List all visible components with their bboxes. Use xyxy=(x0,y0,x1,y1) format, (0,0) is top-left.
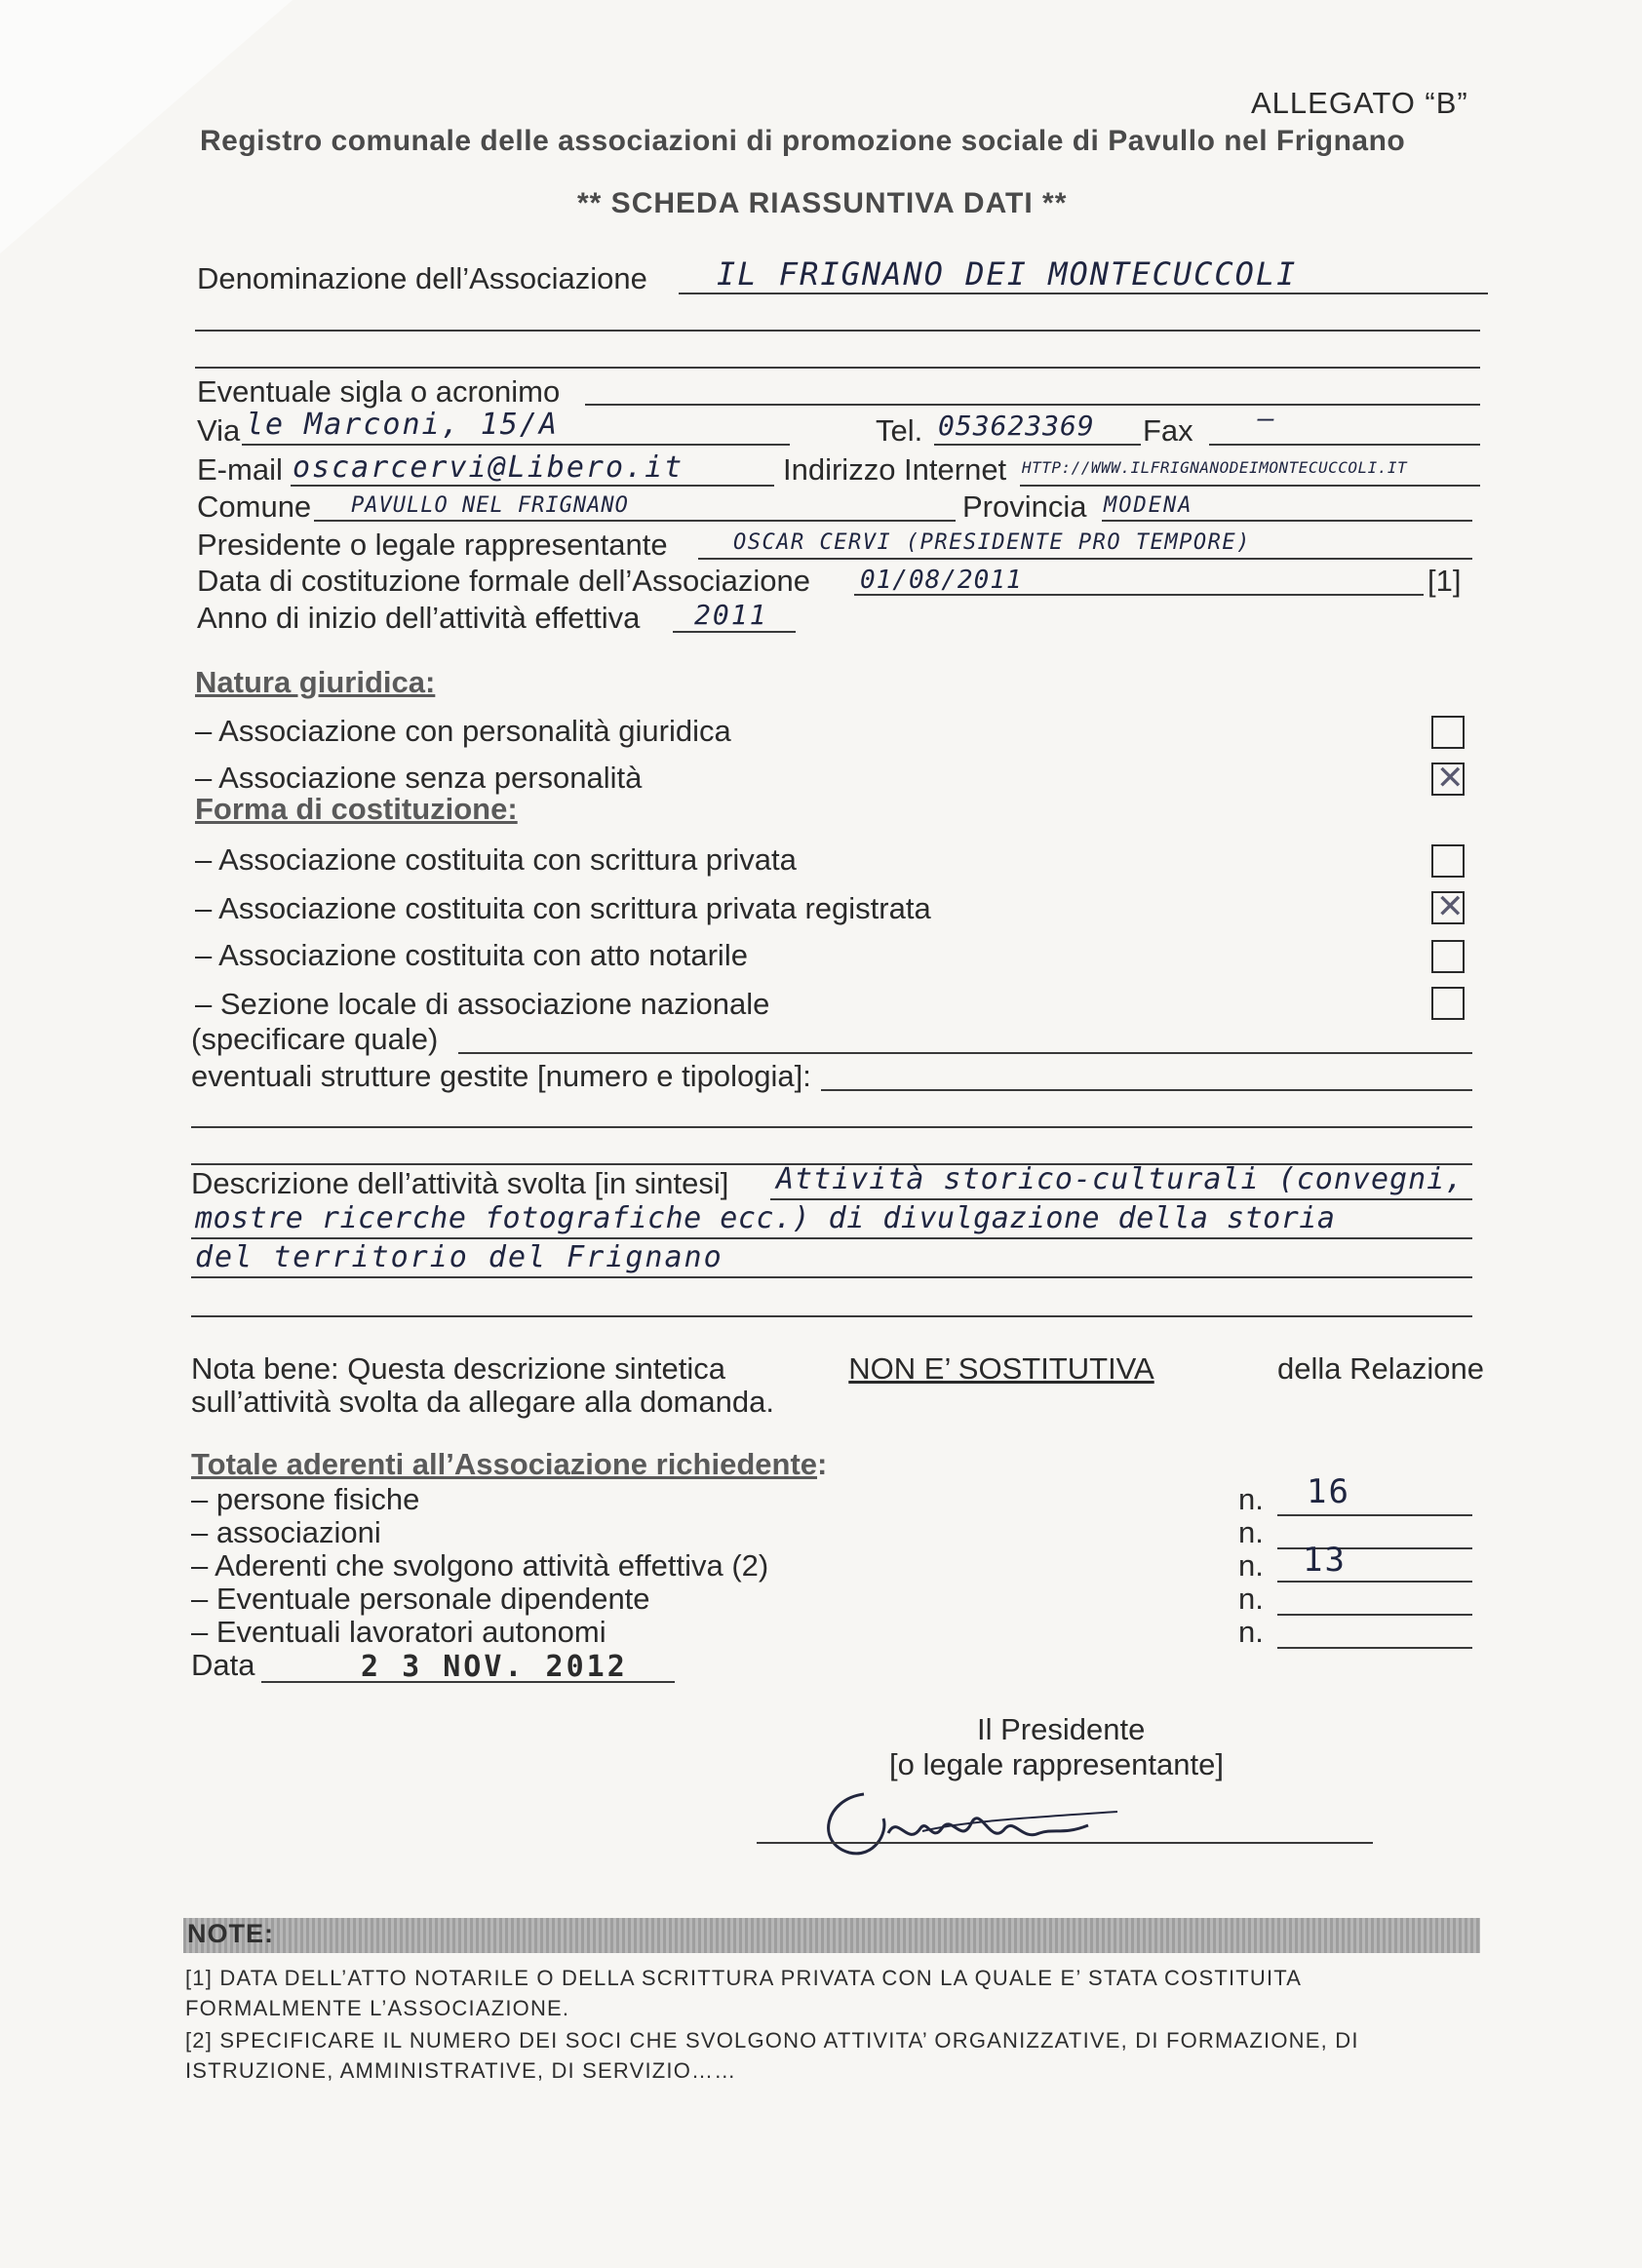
strutture-line[interactable] xyxy=(821,1089,1472,1091)
natura-item-0: – Associazione con personalità giuridica xyxy=(195,714,731,748)
nota-emph: NON E’ SOSTITUTIVA xyxy=(848,1351,1154,1386)
descrizione-rule-2 xyxy=(191,1237,1472,1239)
provincia-line xyxy=(1102,520,1472,522)
note-2b: ISTRUZIONE, AMMINISTRATIVE, DI SERVIZIO…… xyxy=(185,2058,737,2083)
check-mark-icon: ✕ xyxy=(1436,887,1465,926)
totale-row-3-n: n. xyxy=(1238,1582,1264,1616)
via-label: Via xyxy=(197,413,241,448)
data-line xyxy=(261,1681,675,1683)
denominazione-line-2 xyxy=(195,330,1480,332)
natura-title: Natura giuridica: xyxy=(195,665,436,699)
strutture-label: eventuali strutture gestite [numero e tipologia]: xyxy=(191,1059,811,1093)
forma-item-1: – Associazione costituita con scrittura privata registrata xyxy=(195,891,931,925)
descrizione-line-2[interactable]: mostre ricerche fotografiche ecc.) di divulgazione della storia xyxy=(195,1201,1336,1235)
totale-row-2-value[interactable]: 13 xyxy=(1303,1541,1347,1580)
totale-row-3-line xyxy=(1277,1614,1472,1616)
notes-header: NOTE: xyxy=(187,1919,274,1948)
presidente-value[interactable]: OSCAR CERVI (PRESIDENTE PRO TEMPORE) xyxy=(733,530,1251,555)
totale-row-0-label: – persone fisiche xyxy=(191,1482,420,1516)
totale-row-4-label: – Eventuali lavoratori autonomi xyxy=(191,1615,606,1649)
email-value[interactable]: oscarcervi@Libero.it xyxy=(293,450,684,485)
strutture-line-2[interactable] xyxy=(191,1126,1472,1128)
registro-title: Registro comunale delle associazioni di promozione sociale di Pavullo nel Frignano xyxy=(200,125,1406,157)
natura-checkbox-1[interactable] xyxy=(1431,759,1465,798)
forma-checkbox-0[interactable] xyxy=(1431,844,1465,878)
signature-icon xyxy=(805,1775,1127,1862)
internet-label: Indirizzo Internet xyxy=(783,452,1007,487)
data-label: Data xyxy=(191,1648,255,1682)
descrizione-line-3[interactable]: del territorio del Frignano xyxy=(195,1240,723,1274)
comune-label: Comune xyxy=(197,489,312,524)
anno-label: Anno di inizio dell’attività effettiva xyxy=(197,601,641,635)
forma-checkbox-2[interactable] xyxy=(1431,940,1465,973)
totale-colon: : xyxy=(817,1447,828,1481)
tel-line xyxy=(934,444,1141,446)
note-1a: [1] DATA DELL’ATTO NOTARILE O DELLA SCRITTURA PRIVATA CON LA QUALE E’ STATA COSTITUITA xyxy=(185,1966,1303,1990)
forma-checkbox-1[interactable] xyxy=(1431,887,1465,926)
signature-text: Cervi xyxy=(805,1775,808,1776)
natura-item-1: – Associazione senza personalità xyxy=(195,761,643,795)
fax-value[interactable]: — xyxy=(1258,402,1276,434)
totale-row-4-n: n. xyxy=(1238,1615,1264,1649)
scheda-title: ** SCHEDA RIASSUNTIVA DATI ** xyxy=(577,187,1068,219)
totale-row-0-value[interactable]: 16 xyxy=(1307,1472,1350,1511)
fax-line xyxy=(1209,444,1480,446)
presidente-label: Presidente o legale rappresentante xyxy=(197,528,668,562)
totale-row-1-label: – associazioni xyxy=(191,1515,381,1549)
nota-prefix: Nota bene: Questa descrizione sintetica xyxy=(191,1351,725,1386)
tel-value[interactable]: 053623369 xyxy=(938,410,1095,442)
denominazione-line xyxy=(679,293,1488,294)
provincia-value[interactable]: MODENA xyxy=(1104,493,1193,518)
email-line xyxy=(291,485,774,487)
nota-bene xyxy=(191,1351,1484,1387)
anno-line xyxy=(673,631,796,633)
sigla-label: Eventuale sigla o acronimo xyxy=(197,374,561,409)
data-costituzione-value[interactable]: 01/08/2011 xyxy=(860,566,1023,595)
note-1b: FORMALMENTE L’ASSOCIAZIONE. xyxy=(185,1996,570,2020)
sigla-line[interactable] xyxy=(585,404,1480,406)
comune-line xyxy=(314,520,956,522)
presidente-line xyxy=(698,558,1472,560)
anno-value[interactable]: 2011 xyxy=(694,599,768,631)
data-costituzione-label: Data di costituzione formale dell’Associazione xyxy=(197,564,810,598)
descrizione-rule-3 xyxy=(191,1276,1472,1278)
totale-row-3-label: – Eventuale personale dipendente xyxy=(191,1582,650,1616)
specificare-line[interactable] xyxy=(458,1052,1472,1054)
denominazione-line-3 xyxy=(195,367,1480,369)
totale-title-text: Totale aderenti all’Associazione richiedente xyxy=(191,1447,818,1481)
totale-row-1-n: n. xyxy=(1238,1515,1264,1549)
tel-label: Tel. xyxy=(876,413,923,448)
forma-item-3: – Sezione locale di associazione nazionale xyxy=(195,987,770,1021)
fax-label: Fax xyxy=(1143,413,1193,448)
totale-row-2-label: – Aderenti che svolgono attività effettiva (2) xyxy=(191,1548,769,1583)
comune-value[interactable]: PAVULLO NEL FRIGNANO xyxy=(351,493,629,518)
totale-row-0-line xyxy=(1277,1514,1472,1516)
descrizione-label: Descrizione dell’attività svolta [in sintesi] xyxy=(191,1166,729,1200)
via-value[interactable]: le Marconi, 15/A xyxy=(246,408,559,442)
nota-suffix: della Relazione xyxy=(1277,1351,1484,1386)
descrizione-rule-4 xyxy=(191,1315,1472,1317)
allegato-label: ALLEGATO “B” xyxy=(1251,86,1468,120)
natura-checkbox-0[interactable] xyxy=(1431,716,1465,749)
denominazione-value[interactable]: IL FRIGNANO DEI MONTECUCCOLI xyxy=(717,255,1298,293)
forma-item-0: – Associazione costituita con scrittura privata xyxy=(195,842,797,877)
totale-row-0-n: n. xyxy=(1238,1482,1264,1516)
internet-value[interactable]: HTTP://WWW.ILFRIGNANODEIMONTECUCCOLI.IT xyxy=(1022,458,1408,477)
firma-subtitle: [o legale rappresentante] xyxy=(889,1747,1224,1781)
provincia-label: Provincia xyxy=(962,489,1087,524)
descrizione-line-1[interactable]: Attività storico-culturali (convegni, xyxy=(776,1162,1465,1196)
via-line xyxy=(242,444,790,446)
signature[interactable] xyxy=(805,1775,1127,1862)
nota-line-2: sull’attività svolta da allegare alla domanda. xyxy=(191,1385,774,1419)
check-mark-icon: ✕ xyxy=(1436,759,1465,798)
notes-band xyxy=(183,1918,1480,1953)
totale-row-2-line xyxy=(1277,1581,1472,1583)
email-label: E-mail xyxy=(197,452,283,487)
forma-item-2: – Associazione costituita con atto notarile xyxy=(195,938,748,972)
forma-checkbox-3[interactable] xyxy=(1431,987,1465,1020)
totale-row-4-line xyxy=(1277,1647,1472,1649)
data-costituzione-line xyxy=(854,594,1424,596)
firma-line[interactable] xyxy=(757,1842,1373,1844)
totale-title xyxy=(191,1447,827,1482)
firma-title: Il Presidente xyxy=(977,1712,1146,1746)
denominazione-label: Denominazione dell’Associazione xyxy=(197,261,647,295)
forma-title: Forma di costituzione: xyxy=(195,792,518,826)
note-2a: [2] SPECIFICARE IL NUMERO DEI SOCI CHE SVOLGONO ATTIVITA’ ORGANIZZATIVE, DI FORMAZIONE, DI xyxy=(185,2028,1359,2053)
descrizione-rule-1 xyxy=(770,1198,1472,1200)
data-stamp[interactable]: 2 3 NOV. 2012 xyxy=(361,1650,628,1684)
data-costituzione-ref: [1] xyxy=(1427,564,1462,598)
internet-line xyxy=(1020,485,1480,487)
specificare-label: (specificare quale) xyxy=(191,1022,439,1056)
totale-row-2-n: n. xyxy=(1238,1548,1264,1583)
